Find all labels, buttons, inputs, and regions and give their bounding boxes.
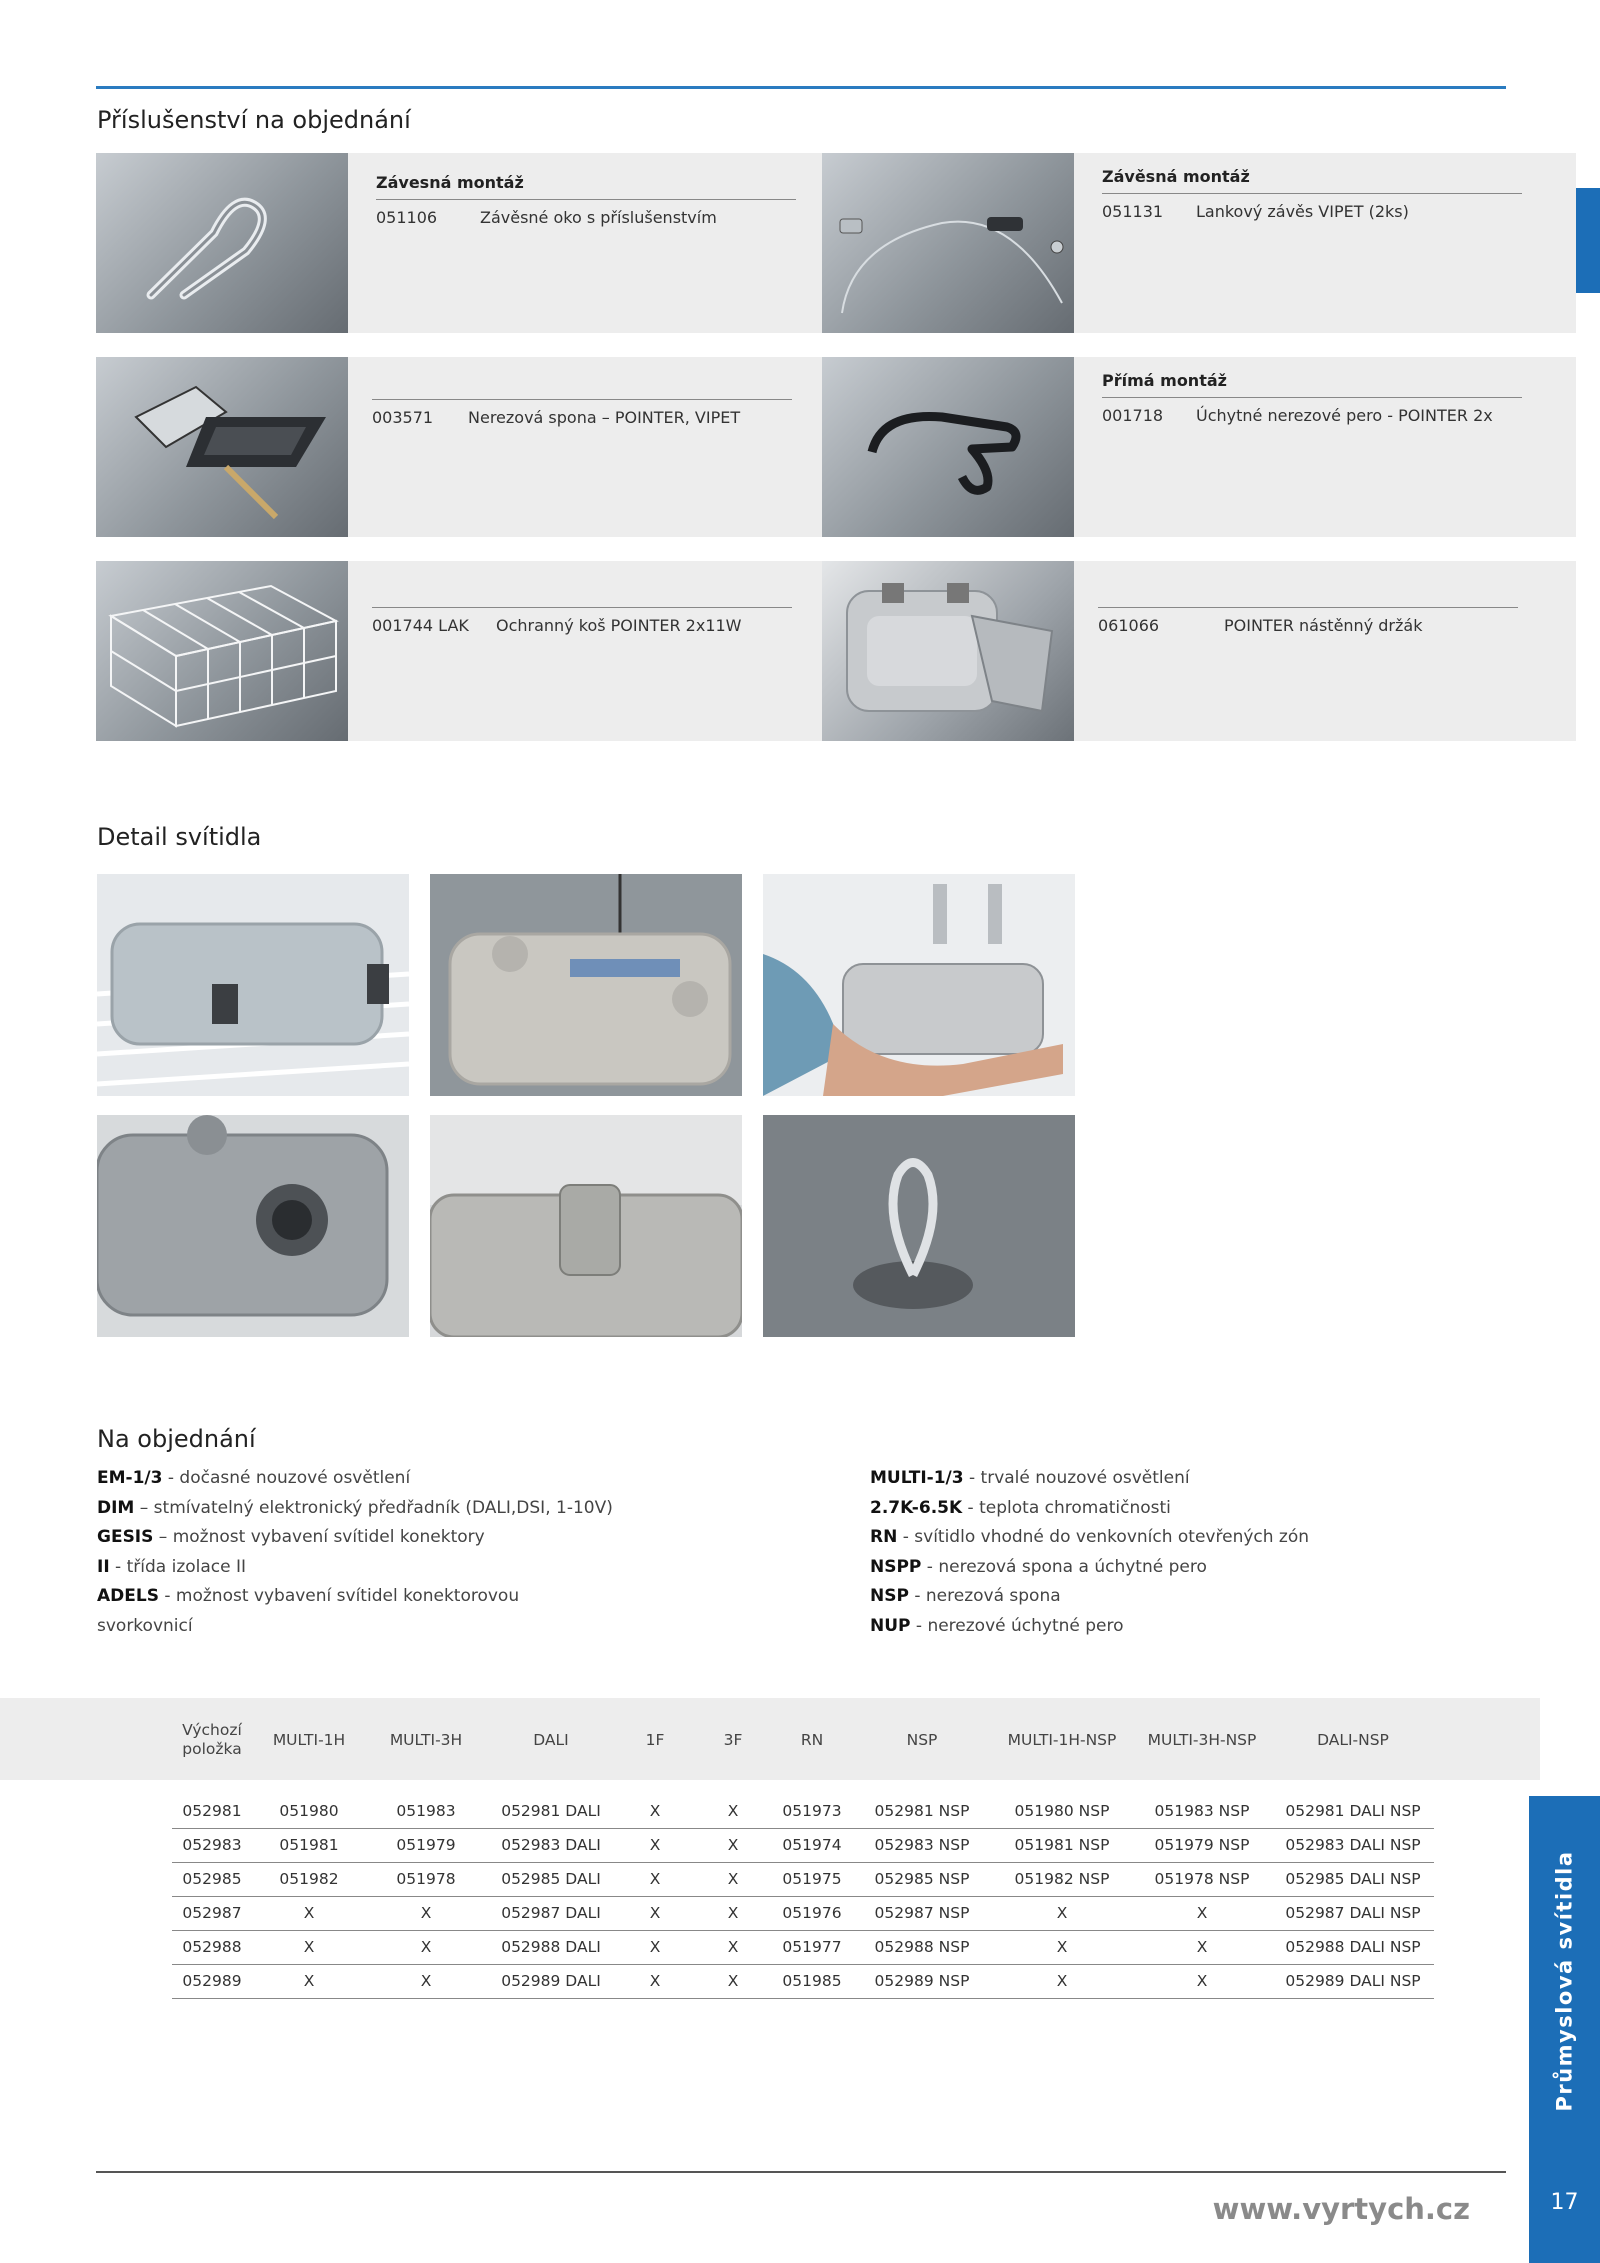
website-url: www.vyrtych.cz — [1212, 2192, 1470, 2226]
wall-bracket-icon — [822, 561, 1074, 741]
legend-item: 2.7K-6.5K - teplota chromatičnosti — [870, 1497, 1171, 1518]
table-cell: 051979 NSP — [1132, 1828, 1272, 1862]
table-cell: 051981 NSP — [992, 1828, 1132, 1862]
table-header-cell: DALI — [533, 1730, 569, 1749]
order-legend-left — [97, 1464, 657, 1641]
table-row — [172, 1930, 1434, 1964]
table-row — [172, 1828, 1434, 1862]
table-cell: X — [694, 1896, 772, 1930]
table-cell: 051983 — [366, 1794, 486, 1828]
table-cell: X — [616, 1930, 694, 1964]
eye-hook-icon — [96, 153, 348, 333]
table-header-cell: NSP — [906, 1730, 938, 1749]
table-header-cell: 1F — [645, 1730, 665, 1749]
table-cell: 051978 NSP — [1132, 1862, 1272, 1896]
accessory-name: Nerezová spona – POINTER, VIPET — [468, 408, 741, 427]
table-cell: 051974 — [772, 1828, 852, 1862]
table-header-cell: RN — [800, 1730, 824, 1749]
table-cell: 052981 DALI — [486, 1794, 616, 1828]
table-cell: X — [1132, 1964, 1272, 1998]
table-cell: X — [992, 1964, 1132, 1998]
table-cell: 051975 — [772, 1862, 852, 1896]
table-cell: 051973 — [772, 1794, 852, 1828]
table-cell: X — [616, 1862, 694, 1896]
protective-cage-icon — [96, 561, 348, 741]
mounting-spring-icon — [822, 357, 1074, 537]
table-cell: X — [366, 1896, 486, 1930]
table-cell: 052981 NSP — [852, 1794, 992, 1828]
table-cell: 051977 — [772, 1930, 852, 1964]
table-cell: 052987 NSP — [852, 1896, 992, 1930]
table-cell: X — [992, 1896, 1132, 1930]
table-cell: 052989 DALI NSP — [1272, 1964, 1434, 1998]
table-cell: 051985 — [772, 1964, 852, 1998]
bottom-rule — [96, 2171, 1506, 2173]
accessory-heading: Závěsná montáž — [1102, 167, 1250, 186]
clip-detail-photo — [430, 1115, 742, 1337]
legend-item: NSP - nerezová spona — [870, 1586, 1061, 1606]
order-legend-right — [870, 1464, 1430, 1641]
table-cell: 051980 NSP — [992, 1794, 1132, 1828]
table-cell: X — [1132, 1930, 1272, 1964]
table-cell: 052983 DALI NSP — [1272, 1828, 1434, 1862]
table-cell: 051981 — [252, 1828, 366, 1862]
category-label: Průmyslová svítidla — [1552, 1850, 1577, 2112]
table-row — [172, 1862, 1434, 1896]
table-cell: X — [616, 1794, 694, 1828]
table-cell: 052989 — [172, 1964, 252, 1998]
legend-item: GESIS – možnost vybavení svítidel konektory — [97, 1527, 485, 1547]
table-cell: 052988 NSP — [852, 1930, 992, 1964]
luminaire-suspension-photo — [430, 874, 742, 1096]
accessory-name: Lankový závěs VIPET (2ks) — [1196, 202, 1409, 221]
table-cell: X — [616, 1964, 694, 1998]
accessory-code: 001718 — [1102, 406, 1164, 425]
accessories-title: Příslušenství na objednání — [97, 106, 411, 134]
table-header-cell: 3F — [723, 1730, 743, 1749]
accessory-row-2 — [96, 357, 1576, 537]
page-number: 17 — [1550, 2190, 1579, 2215]
accessory-heading: Závesná montáž — [376, 173, 524, 192]
table-cell: X — [616, 1828, 694, 1862]
table-cell: 052985 — [172, 1862, 252, 1896]
accessory-name: Závěsné oko s příslušenstvím — [480, 208, 717, 227]
table-cell: 052989 DALI — [486, 1964, 616, 1998]
accessory-code: 061066 — [1098, 616, 1160, 635]
table-cell: X — [992, 1930, 1132, 1964]
luminaire-on-grid-photo — [97, 874, 409, 1096]
table-cell: 052983 — [172, 1828, 252, 1862]
table-header-cell: MULTI-3H-NSP — [1147, 1730, 1257, 1749]
table-header-cell: DALI-NSP — [1317, 1730, 1389, 1749]
table-cell: X — [252, 1896, 366, 1930]
legend-item: NUP - nerezové úchytné pero — [870, 1615, 1124, 1636]
table-row — [172, 1964, 1434, 1998]
order-title: Na objednání — [97, 1425, 256, 1453]
table-cell: 052988 — [172, 1930, 252, 1964]
table-cell: 052983 NSP — [852, 1828, 992, 1862]
legend-item: ADELS - možnost vybavení svítidel konektorovou svorkovnicí — [97, 1586, 520, 1636]
table-header-cell: MULTI-1H-NSP — [1007, 1730, 1117, 1749]
table-header-row — [172, 1714, 1434, 1766]
table-header-cell: MULTI-3H — [389, 1730, 463, 1749]
detail-title: Detail svítidla — [97, 823, 262, 851]
table-cell: X — [616, 1896, 694, 1930]
accessory-code: 051106 — [376, 208, 438, 227]
table-cell: 051979 — [366, 1828, 486, 1862]
table-cell: 052981 DALI NSP — [1272, 1794, 1434, 1828]
accessory-code: 003571 — [372, 408, 434, 427]
eye-hook-detail-photo — [763, 1115, 1075, 1337]
accessory-row-3 — [96, 561, 1576, 741]
table-cell: 052983 DALI — [486, 1828, 616, 1862]
table-cell: 052985 DALI NSP — [1272, 1862, 1434, 1896]
table-cell: X — [694, 1930, 772, 1964]
table-header-cell: Výchozí položka — [182, 1721, 242, 1758]
table-cell: 052988 DALI — [486, 1930, 616, 1964]
accessory-row-1 — [96, 153, 1576, 333]
legend-item: MULTI-1/3 - trvalé nouzové osvětlení — [870, 1468, 1190, 1488]
table-cell: X — [366, 1930, 486, 1964]
table-cell: 051978 — [366, 1862, 486, 1896]
table-cell: X — [694, 1794, 772, 1828]
cable-gland-photo — [97, 1115, 409, 1337]
table-cell: X — [252, 1930, 366, 1964]
table-cell: 051982 — [252, 1862, 366, 1896]
legend-item: II - třída izolace II — [97, 1556, 247, 1577]
accessory-name: POINTER nástěnný držák — [1224, 616, 1423, 635]
table-cell: 051982 NSP — [992, 1862, 1132, 1896]
stainless-clip-icon — [96, 357, 348, 537]
legend-item: DIM – stmívatelný elektronický předřadník (DALI,DSI, 1-10V) — [97, 1497, 613, 1518]
table-row — [172, 1794, 1434, 1828]
table-cell: X — [1132, 1896, 1272, 1930]
accessory-name: Ochranný koš POINTER 2x11W — [496, 616, 742, 635]
table-cell: 052989 NSP — [852, 1964, 992, 1998]
table-cell: 052985 NSP — [852, 1862, 992, 1896]
variants-table — [172, 1714, 1434, 1999]
table-cell: 051980 — [252, 1794, 366, 1828]
table-cell: 051983 NSP — [1132, 1794, 1272, 1828]
accessory-code: 051131 — [1102, 202, 1164, 221]
table-cell: X — [694, 1828, 772, 1862]
table-cell: 052987 — [172, 1896, 252, 1930]
legend-item: EM-1/3 - dočasné nouzové osvětlení — [97, 1468, 411, 1488]
accessory-heading: Přímá montáž — [1102, 371, 1227, 390]
table-cell: X — [694, 1964, 772, 1998]
table-cell: 051976 — [772, 1896, 852, 1930]
accessory-name: Úchytné nerezové pero - POINTER 2x — [1196, 406, 1493, 425]
table-cell: X — [694, 1862, 772, 1896]
cable-suspension-icon — [822, 153, 1074, 333]
table-cell: 052981 — [172, 1794, 252, 1828]
table-cell: X — [252, 1964, 366, 1998]
legend-item: RN - svítidlo vhodné do venkovních otevřených zón — [870, 1527, 1310, 1547]
accessory-code: 001744 LAK — [372, 616, 469, 635]
table-cell: X — [366, 1964, 486, 1998]
table-row — [172, 1896, 1434, 1930]
luminaire-hand-mount-photo — [763, 874, 1075, 1096]
legend-item: NSPP - nerezová spona a úchytné pero — [870, 1556, 1207, 1577]
top-rule — [96, 86, 1506, 89]
table-cell: 052987 DALI NSP — [1272, 1896, 1434, 1930]
table-cell: 052988 DALI NSP — [1272, 1930, 1434, 1964]
table-header-cell: MULTI-1H — [272, 1730, 346, 1749]
table-cell: 052985 DALI — [486, 1862, 616, 1896]
table-cell: 052987 DALI — [486, 1896, 616, 1930]
